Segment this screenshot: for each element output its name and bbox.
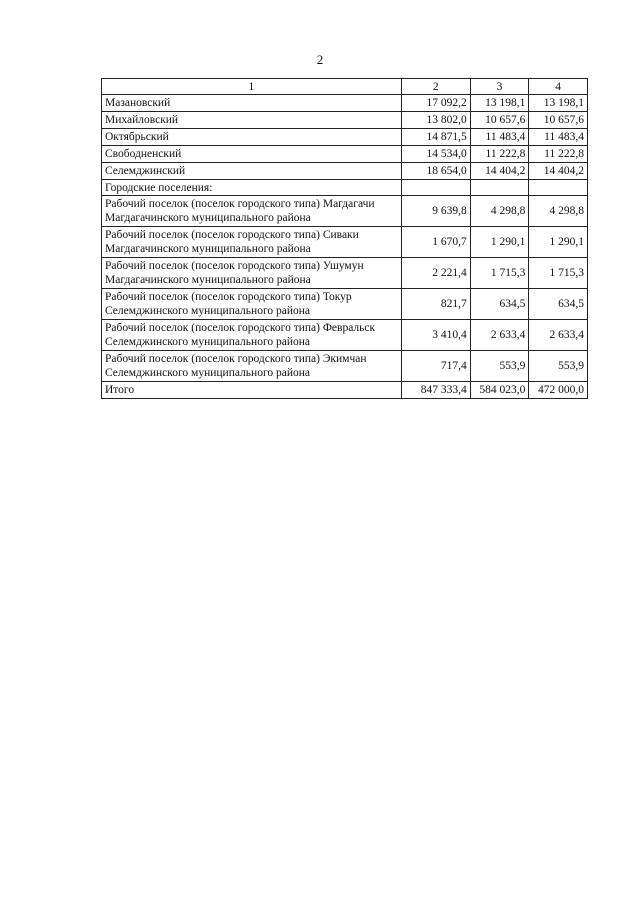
row-name-line: Мазановский	[105, 97, 171, 109]
value-cell-col-2: 2 221,4	[401, 258, 470, 289]
row-name-cell	[102, 289, 402, 320]
row-name-cell	[102, 320, 402, 351]
value-cell-col-2: 17 092,2	[401, 95, 470, 112]
value-cell-col-4: 1 715,3	[529, 258, 588, 289]
table-row	[102, 196, 588, 227]
table-group-row	[102, 180, 588, 196]
row-name-cell	[102, 227, 402, 258]
value-cell-col-2	[401, 180, 470, 196]
value-cell-col-3: 1 290,1	[470, 227, 529, 258]
row-name-cell	[102, 196, 402, 227]
row-name-cell	[102, 163, 402, 180]
value-cell-col-3: 584 023,0	[470, 382, 529, 399]
value-cell-col-3: 11 222,8	[470, 146, 529, 163]
row-name-line: Селемджинского муниципального района	[105, 367, 311, 379]
value-cell-col-2: 717,4	[401, 351, 470, 382]
column-header-2: 2	[401, 79, 470, 95]
value-cell-col-2: 14 534,0	[401, 146, 470, 163]
row-name-cell	[102, 146, 402, 163]
value-cell-col-4: 472 000,0	[529, 382, 588, 399]
budget-table	[101, 78, 588, 399]
row-name-line: Рабочий поселок (поселок городского типа) Февральск	[105, 322, 376, 334]
row-name-line: Магдагачинского муниципального района	[105, 243, 311, 255]
row-name-cell	[102, 95, 402, 112]
value-cell-col-3: 2 633,4	[470, 320, 529, 351]
row-name-cell	[102, 258, 402, 289]
table-row	[102, 227, 588, 258]
value-cell-col-3: 1 715,3	[470, 258, 529, 289]
value-cell-col-2: 13 802,0	[401, 112, 470, 129]
row-name-cell	[102, 382, 402, 399]
table-row	[102, 129, 588, 146]
row-name-line: Магдагачинского муниципального района	[105, 274, 311, 286]
table-row	[102, 163, 588, 180]
value-cell-col-3: 10 657,6	[470, 112, 529, 129]
column-header-4: 4	[529, 79, 588, 95]
column-header-1: 1	[102, 79, 402, 95]
value-cell-col-4: 14 404,2	[529, 163, 588, 180]
table-row	[102, 320, 588, 351]
row-name-line: Селемджинского муниципального района	[105, 336, 311, 348]
row-name-cell	[102, 129, 402, 146]
table-row	[102, 112, 588, 129]
value-cell-col-2: 9 639,8	[401, 196, 470, 227]
value-cell-col-3: 634,5	[470, 289, 529, 320]
row-name-line: Рабочий поселок (поселок городского типа) Ушумун	[105, 260, 364, 272]
value-cell-col-2: 18 654,0	[401, 163, 470, 180]
value-cell-col-4: 10 657,6	[529, 112, 588, 129]
value-cell-col-3: 13 198,1	[470, 95, 529, 112]
table-row	[102, 351, 588, 382]
value-cell-col-4: 4 298,8	[529, 196, 588, 227]
row-name-line: Городские поселения:	[105, 181, 213, 194]
value-cell-col-4: 634,5	[529, 289, 588, 320]
row-name-cell	[102, 180, 402, 196]
table-row	[102, 289, 588, 320]
value-cell-col-2: 1 670,7	[401, 227, 470, 258]
value-cell-col-3: 14 404,2	[470, 163, 529, 180]
row-name-line: Селемджинский	[105, 165, 186, 177]
table-row	[102, 95, 588, 112]
row-name-line: Октябрьский	[105, 131, 169, 143]
value-cell-col-2: 3 410,4	[401, 320, 470, 351]
row-name-line: Рабочий поселок (поселок городского типа) Сиваки	[105, 229, 359, 241]
row-name-line: Рабочий поселок (поселок городского типа) Экимчан	[105, 353, 367, 365]
row-name-line: Рабочий поселок (поселок городского типа) Токур	[105, 291, 352, 303]
table-row	[102, 258, 588, 289]
row-name-cell	[102, 112, 402, 129]
table-row	[102, 382, 588, 399]
row-name-line: Свободненский	[105, 148, 182, 160]
row-name-cell	[102, 351, 402, 382]
row-name-line: Итого	[105, 384, 135, 396]
value-cell-col-4: 1 290,1	[529, 227, 588, 258]
value-cell-col-3	[470, 180, 529, 196]
table-header-row	[102, 79, 588, 95]
value-cell-col-4: 13 198,1	[529, 95, 588, 112]
value-cell-col-2: 821,7	[401, 289, 470, 320]
value-cell-col-3: 553,9	[470, 351, 529, 382]
value-cell-col-4: 2 633,4	[529, 320, 588, 351]
value-cell-col-2: 14 871,5	[401, 129, 470, 146]
value-cell-col-3: 4 298,8	[470, 196, 529, 227]
column-header-3: 3	[470, 79, 529, 95]
value-cell-col-3: 11 483,4	[470, 129, 529, 146]
page-number: 2	[316, 52, 324, 67]
value-cell-col-4: 11 222,8	[529, 146, 588, 163]
row-name-line: Рабочий поселок (поселок городского типа) Магдагачи	[105, 198, 375, 210]
row-name-line: Магдагачинского муниципального района	[105, 212, 311, 224]
row-name-line: Селемджинского муниципального района	[105, 305, 311, 317]
value-cell-col-2: 847 333,4	[401, 382, 470, 399]
value-cell-col-4: 11 483,4	[529, 129, 588, 146]
table-row	[102, 146, 588, 163]
budget-table-body	[102, 79, 588, 399]
value-cell-col-4: 553,9	[529, 351, 588, 382]
row-name-line: Михайловский	[105, 114, 179, 126]
value-cell-col-4	[529, 180, 588, 196]
